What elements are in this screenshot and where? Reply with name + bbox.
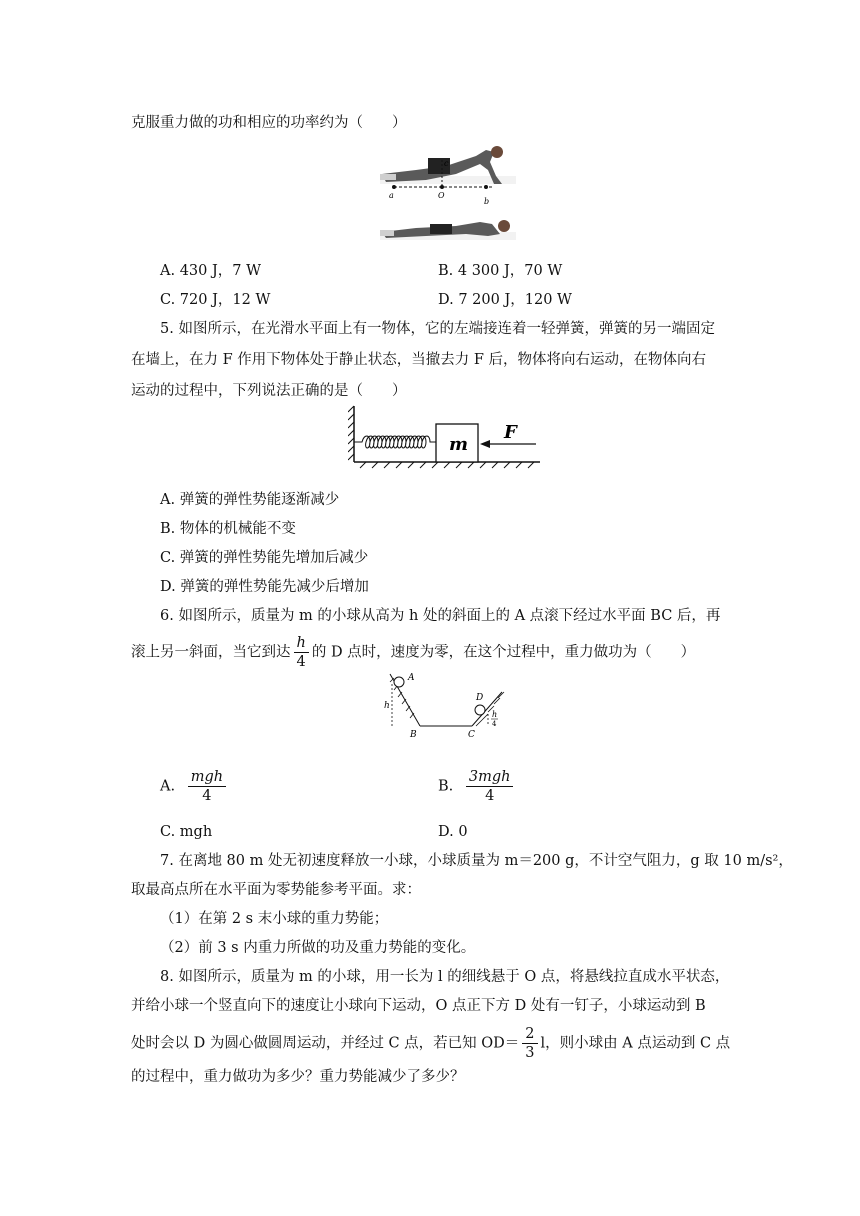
q6-option-d: D. 0 <box>438 824 468 840</box>
q6-stem-line1: 6. 如图所示，质量为 m 的小球从高为 h 处的斜面上的 A 点滚下经过水平面 BC 后，再 <box>160 608 721 624</box>
q4-option-a: A. 430 J，7 W <box>160 263 262 279</box>
q4-label-c: c <box>444 159 449 168</box>
q8-stem-line4: 的过程中，重力做功为多少？重力势能减少了多少？ <box>131 1069 465 1085</box>
q6-h-over-4 <box>294 634 309 671</box>
q6-option-c: C. mgh <box>160 824 213 840</box>
q6-option-a-frac <box>188 768 226 805</box>
q5-option-c: C. 弹簧的弹性势能先增加后减少 <box>160 550 369 566</box>
q6-stem-line2 <box>131 634 695 671</box>
q6-label-c: C <box>468 730 475 740</box>
q6-option-b-num: 3mgh <box>466 768 514 787</box>
q8-stem-line3-pre: 处时会以 D 为圆心做圆周运动，并经过 C 点，若已知 OD＝ <box>131 1035 520 1052</box>
q5-option-b: B. 物体的机械能不变 <box>160 521 296 537</box>
q4-label-a: a <box>389 191 394 200</box>
q8-frac-den: 3 <box>525 1045 535 1061</box>
q5-stem-line1: 5. 如图所示，在光滑水平面上有一物体，它的左端接连着一轻弹簧，弹簧的另一端固定 <box>160 321 715 337</box>
q4-pushup-figure <box>376 140 520 250</box>
q6-option-a-label: A. <box>160 778 176 795</box>
q8-stem-line1: 8. 如图所示，质量为 m 的小球，用一长为 l 的细线悬于 O 点，将悬线拉直成水平状态， <box>160 969 730 985</box>
q6-option-b-den: 4 <box>485 788 495 804</box>
q5-spring-figure <box>348 402 542 470</box>
q6-label-h4-den: 4 <box>492 720 497 728</box>
q7-sub2: （2）前 3 s 内重力所做的功及重力势能的变化。 <box>160 940 476 956</box>
q6-option-a-den: 4 <box>202 788 212 804</box>
q8-stem-line2: 并给小球一个竖直向下的速度让小球向下运动，O 点正下方 D 处有一钉子，小球运动到 B <box>131 998 706 1014</box>
q4-option-c: C. 720 J，12 W <box>160 292 271 308</box>
q7-sub1: （1）在第 2 s 末小球的重力势能； <box>160 911 389 927</box>
q5-force-label: F <box>504 422 517 443</box>
q6-slope-figure <box>384 670 510 740</box>
q6-frac-den: 4 <box>296 654 306 670</box>
q6-label-a: A <box>408 673 415 683</box>
q5-mass-label: m <box>449 434 469 455</box>
q4-label-b: b <box>484 197 490 206</box>
q6-option-b <box>438 768 516 805</box>
q5-option-d: D. 弹簧的弹性势能先减少后增加 <box>160 579 369 595</box>
q7-stem-line1: 7. 在离地 80 m 处无初速度释放一小球，小球质量为 m＝200 g，不计空气阻力，g 取 10 m/s²， <box>160 853 793 869</box>
q8-two-thirds <box>522 1025 537 1062</box>
q6-stem-line2-pre: 滚上另一斜面，当它到达 <box>131 644 291 661</box>
q6-option-a-num: mgh <box>188 768 226 787</box>
q4-stem-tail: 克服重力做的功和相应的功率约为（ ） <box>131 115 407 131</box>
q6-label-b: B <box>410 730 417 740</box>
q4-option-d: D. 7 200 J，120 W <box>438 292 572 308</box>
q5-stem-line3: 运动的过程中，下列说法正确的是（ ） <box>131 383 407 399</box>
q8-stem-line3 <box>131 1025 730 1062</box>
q4-option-b: B. 4 300 J，70 W <box>438 263 563 279</box>
q5-stem-line2: 在墙上，在力 F 作用下物体处于静止状态，当撤去力 F 后，物体将向右运动，在物体向右 <box>131 352 707 368</box>
q6-label-h4-num: h <box>492 710 498 719</box>
q8-frac-num: 2 <box>522 1025 537 1044</box>
q6-label-d: D <box>476 693 484 703</box>
q6-option-a <box>160 768 229 805</box>
q6-option-b-label: B. <box>438 778 454 795</box>
q6-option-b-frac <box>466 768 514 805</box>
q6-label-h: h <box>384 701 390 711</box>
q8-stem-line3-post: l，则小球由 A 点运动到 C 点 <box>540 1035 731 1052</box>
q5-option-a: A. 弹簧的弹性势能逐渐减少 <box>160 492 340 508</box>
q4-label-o: O <box>438 191 445 200</box>
q6-frac-num: h <box>294 634 309 653</box>
q7-stem-line2: 取最高点所在水平面为零势能参考平面。求： <box>131 882 421 898</box>
q6-stem-line2-post: 的 D 点时，速度为零，在这个过程中，重力做功为（ ） <box>311 644 696 661</box>
